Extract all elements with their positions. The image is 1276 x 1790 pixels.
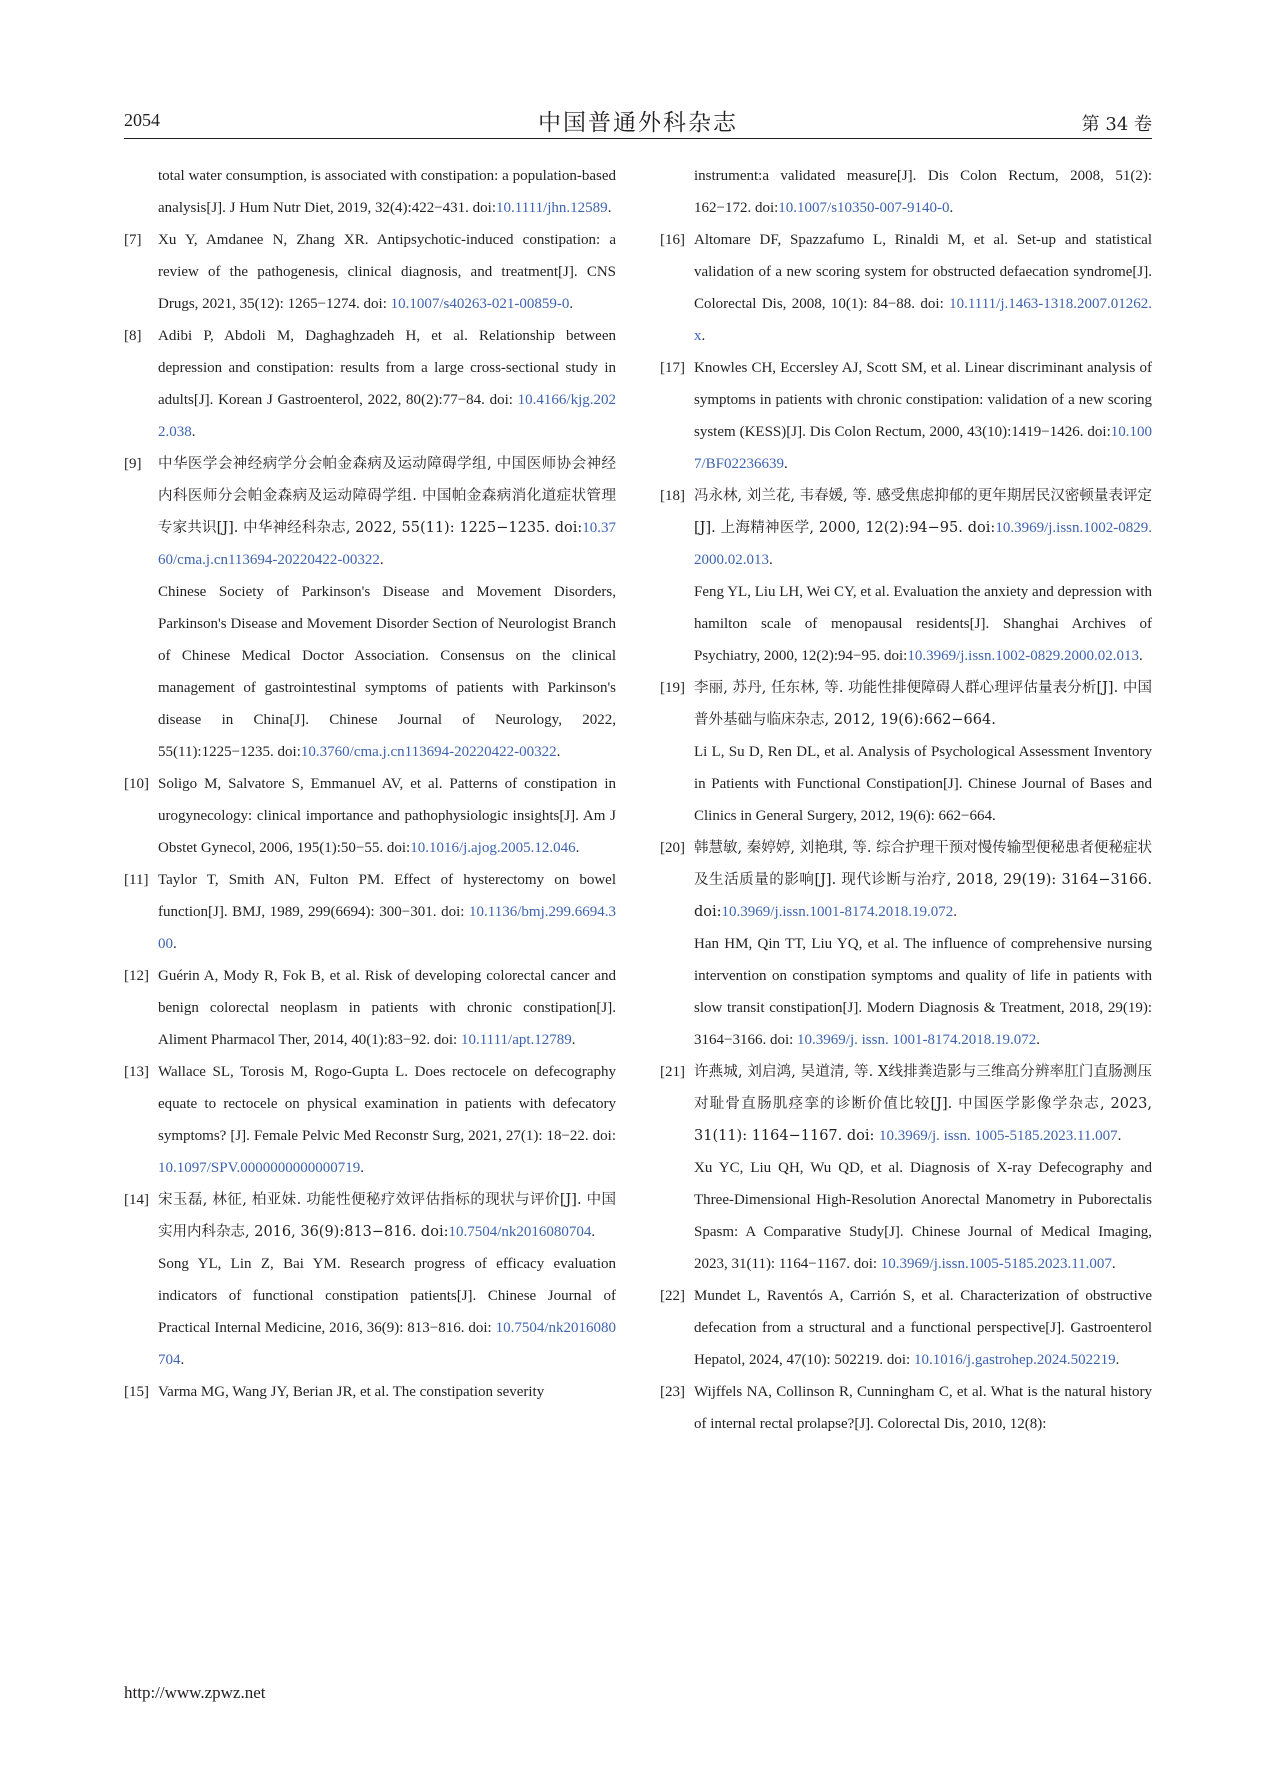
reference-entry [124,768,616,864]
doi-link[interactable]: 10.3760/cma.j.cn113694-20220422-00322 [158,520,616,568]
reference-text: Feng YL, Liu LH, Wei CY, et al. Evaluation the anxiety and depression with hamilton scale of menopausal residents[J]. Shanghai Archives of Psychiatry, 2000, 12(2):94−95. doi: [694,584,1153,664]
reference-entry [660,832,1152,928]
reference-text: 李丽, 苏丹, 任东林, 等. 功能性排便障碍人群心理评估量表分析[J]. 中国普外基础与临床杂志, 2012, 19(6):662−664. [694,680,1152,728]
footer-url[interactable]: http://www.zpwz.net [124,1683,266,1702]
reference-tail: . [1117,1128,1122,1144]
doi-link[interactable]: 10.3760/cma.j.cn113694-20220422-00322 [300,744,557,760]
reference-entry [124,960,616,1056]
reference-tail: . [701,328,706,344]
doi-link[interactable]: 10.1007/s10350-007-9140-0 [778,200,950,216]
reference-entry [124,320,616,448]
reference-text: Varma MG, Wang JY, Berian JR, et al. The constipation severity [158,1384,545,1400]
doi-link[interactable]: 10.7504/nk2016080704 [158,1320,616,1368]
reference-continuation [124,1248,616,1376]
reference-entry [660,1376,1152,1440]
reference-continuation [660,576,1152,672]
doi-link[interactable]: 10.7504/nk2016080704 [448,1224,592,1240]
volume-label: 第 34 卷 [1081,114,1152,135]
reference-entry [124,224,616,320]
reference-tail: . [173,936,177,952]
reference-tail: . [569,296,574,312]
reference-continuation [660,1152,1152,1280]
reference-tail: . [953,904,957,920]
reference-continuation [124,576,616,768]
doi-link[interactable]: 10.3969/j. issn. 1001-8174.2018.19.072 [797,1032,1037,1048]
reference-tail: . [571,1032,576,1048]
reference-entry [124,864,616,960]
reference-number: [16] [660,232,685,248]
reference-tail: . [1111,1256,1116,1272]
doi-link[interactable]: 10.1097/SPV.0000000000000719 [158,1160,361,1176]
reference-text: Song YL, Lin Z, Bai YM. Research progress of efficacy evaluation indicators of functional constipation patients[J]. Chinese Journal of Practical Internal Medicine, 2016, 36(9): 813−816. doi: [158,1256,616,1336]
reference-text: Adibi P, Abdoli M, Daghaghzadeh H, et al. Relationship between depression and constipation: results from a large cross-sectional study in adults[J]. Korean J Gastroenterol, 2022, 80(2):77−84. doi: [158,328,616,408]
references-left-column [124,160,616,1408]
reference-tail: . [575,840,580,856]
reference-tail: . [591,1224,596,1240]
reference-entry [124,448,616,576]
doi-link[interactable]: 10.1111/apt.12789 [460,1032,572,1048]
reference-text: 冯永林, 刘兰花, 韦春媛, 等. 感受焦虑抑郁的更年期居民汉密顿量表评定[J]. 上海精神医学, 2000, 12(2):94−95. doi: [694,488,1152,536]
reference-entry [660,1280,1152,1376]
reference-continuation [660,160,1152,224]
reference-number: [13] [124,1064,149,1080]
reference-number: [23] [660,1384,685,1400]
reference-text: Altomare DF, Spazzafumo L, Rinaldi M, et al. Set-up and statistical validation of a new scoring system for obstructed defaecation syndrome[J]. Colorectal Dis, 2008, 10(1): 84−88. doi: [694,232,1152,312]
reference-text: Knowles CH, Eccersley AJ, Scott SM, et al. Linear discriminant analysis of symptoms in patients with chronic constipation: validation of a new scoring system (KESS)[J]. Dis Colon Rectum, 2000, 43(10):1419−1426. doi: [694,360,1152,440]
reference-tail: . [379,552,384,568]
reference-text: Wijffels NA, Collinson R, Cunningham C, et al. What is the natural history of internal rectal prolapse?[J]. Colorectal Dis, 2010, 12(8): [694,1384,1152,1432]
reference-number: [10] [124,776,149,792]
doi-link[interactable]: 10.3969/j.issn.1005-5185.2023.11.007 [880,1256,1112,1272]
reference-tail: . [360,1160,365,1176]
reference-text: 宋玉磊, 林征, 柏亚妹. 功能性便秘疗效评估指标的现状与评价[J]. 中国实用内科杂志, 2016, 36(9):813−816. doi: [158,1192,616,1240]
reference-continuation [660,928,1152,1056]
doi-link[interactable]: 10.1111/jhn.12589 [496,200,608,216]
reference-text: Han HM, Qin TT, Liu YQ, et al. The influence of comprehensive nursing intervention on constipation symptoms and quality of life in patients with slow transit constipation[J]. Modern Diagnosis & Treatment, 2018, 29(19): 3164−3166. doi: [694,936,1152,1048]
reference-entry [124,1184,616,1248]
reference-text: Guérin A, Mody R, Fok B, et al. Risk of developing colorectal cancer and benign colorectal neoplasm in patients with chronic constipation[J]. Aliment Pharmacol Ther, 2014, 40(1):83−92. doi: [158,968,616,1048]
reference-number: [19] [660,680,685,696]
doi-link[interactable]: 10.3969/j. issn. 1005-5185.2023.11.007 [879,1128,1118,1144]
reference-number: [11] [124,872,149,888]
reference-tail: . [769,552,773,568]
reference-number: [7] [124,232,142,248]
references-right-column [660,160,1152,1440]
reference-tail: . [1036,1032,1040,1048]
reference-entry [124,1376,616,1408]
reference-number: [17] [660,360,685,376]
reference-tail: . [191,424,196,440]
journal-title: 中国普通外科杂志 [538,110,738,136]
reference-tail: . [949,200,954,216]
reference-continuation [124,160,616,224]
reference-text: Taylor T, Smith AN, Fulton PM. Effect of hysterectomy on bowel function[J]. BMJ, 1989, 299(6694): 300−301. doi: [158,872,616,920]
reference-text: Mundet L, Raventós A, Carrión S, et al. Characterization of obstructive defecation from a structural and a functional perspective[J]. Gastroenterol Hepatol, 2024, 47(10): 502219. doi: [694,1288,1152,1368]
doi-link[interactable]: 10.4166/kjg.2022.038 [158,392,616,440]
reference-number: [21] [660,1064,685,1080]
doi-link[interactable]: 10.1016/j.ajog.2005.12.046 [410,840,576,856]
doi-link[interactable]: 10.3969/j.issn.1002-0829.2000.02.013 [907,648,1139,664]
reference-number: [12] [124,968,149,984]
running-head [124,104,1152,139]
reference-text: Xu Y, Amdanee N, Zhang XR. Antipsychotic-induced constipation: a review of the pathogenesis, clinical diagnosis, and treatment[J]. CNS Drugs, 2021, 35(12): 1265−1274. doi: [158,232,616,312]
reference-text: Li L, Su D, Ren DL, et al. Analysis of Psychological Assessment Inventory in Patients with Functional Constipation[J]. Chinese Journal of Bases and Clinics in General Surgery, 2012, 19(6): 662−664. [694,744,1152,824]
reference-text: Soligo M, Salvatore S, Emmanuel AV, et al. Patterns of constipation in urogynecology: clinical importance and pathophysiologic insights[J]. Am J Obstet Gynecol, 2006, 195(1):50−55. doi: [158,776,616,856]
reference-tail: . [1115,1352,1120,1368]
reference-tail: . [556,744,561,760]
reference-text: 许燕城, 刘启鸿, 吴道清, 等. X线排粪造影与三维高分辨率肛门直肠测压对耻骨直肠肌痉挛的诊断价值比较[J]. 中国医学影像学杂志, 2023, 31(11): 1164−1167. doi: [694,1064,1152,1144]
reference-number: [22] [660,1288,685,1304]
doi-link[interactable]: 10.1111/j.1463-1318.2007.01262.x [694,296,1152,344]
reference-text: 中华医学会神经病学分会帕金森病及运动障碍学组, 中国医师协会神经内科医师分会帕金森病及运动障碍学组. 中国帕金森病消化道症状管理专家共识[J]. 中华神经科杂志, 2022, 55(11): 1225−1235. doi: [158,456,616,536]
reference-continuation [660,736,1152,832]
reference-text: 韩慧敏, 秦婷婷, 刘艳琪, 等. 综合护理干预对慢传输型便秘患者便秘症状及生活质量的影响[J]. 现代诊断与治疗, 2018, 29(19): 3164−3166. doi: [694,840,1152,920]
doi-link[interactable]: 10.1016/j.gastrohep.2024.502219 [913,1352,1116,1368]
reference-number: [20] [660,840,685,856]
doi-link[interactable]: 10.1136/bmj.299.6694.300 [158,904,616,952]
reference-text: Chinese Society of Parkinson's Disease and Movement Disorders, Parkinson's Disease and Movement Disorder Section of Neurologist Branch of Chinese Medical Doctor Association. Consensus on the clinical management of gastrointestinal symptoms of patients with Parkinson's disease in China[J]. Chinese Journal of Neurology, 2022, 55(11):1225−1235. doi: [158,584,616,760]
reference-tail: . [607,200,612,216]
reference-text: instrument:a validated measure[J]. Dis Colon Rectum, 2008, 51(2): 162−172. doi: [694,168,1152,216]
reference-text: total water consumption, is associated with constipation: a population-based analysis[J]. J Hum Nutr Diet, 2019, 32(4):422−431. doi: [158,168,616,216]
reference-number: [14] [124,1192,149,1208]
doi-link[interactable]: 10.3969/j.issn.1001-8174.2018.19.072 [721,904,954,920]
reference-tail: . [1139,648,1143,664]
reference-entry [660,480,1152,576]
reference-number: [15] [124,1384,149,1400]
reference-text: Wallace SL, Torosis M, Rogo-Gupta L. Does rectocele on defecography equate to rectocele on physical examination in patients with defecatory symptoms? [J]. Female Pelvic Med Reconstr Surg, 2021, 27(1): 18−22. doi: [158,1064,616,1144]
reference-entry [660,1056,1152,1152]
reference-text: Xu YC, Liu QH, Wu QD, et al. Diagnosis of X-ray Defecography and Three-Dimensional High-Resolution Anorectal Manometry in Puborectalis Spasm: A Comparative Study[J]. Chinese Journal of Medical Imaging, 2023, 31(11): 1164−1167. doi: [694,1160,1152,1272]
reference-entry [660,672,1152,736]
reference-number: [18] [660,488,685,504]
reference-entry [660,352,1152,480]
reference-number: [8] [124,328,142,344]
reference-entry [660,224,1152,352]
reference-tail: . [180,1352,185,1368]
reference-entry [124,1056,616,1184]
reference-number: [9] [124,456,142,472]
page-number: 2054 [124,110,160,130]
doi-link[interactable]: 10.1007/BF02236639 [694,424,1152,472]
doi-link[interactable]: 10.3969/j.issn.1002-0829.2000.02.013 [694,520,1152,568]
doi-link[interactable]: 10.1007/s40263-021-00859-0 [390,296,570,312]
reference-tail: . [784,456,788,472]
